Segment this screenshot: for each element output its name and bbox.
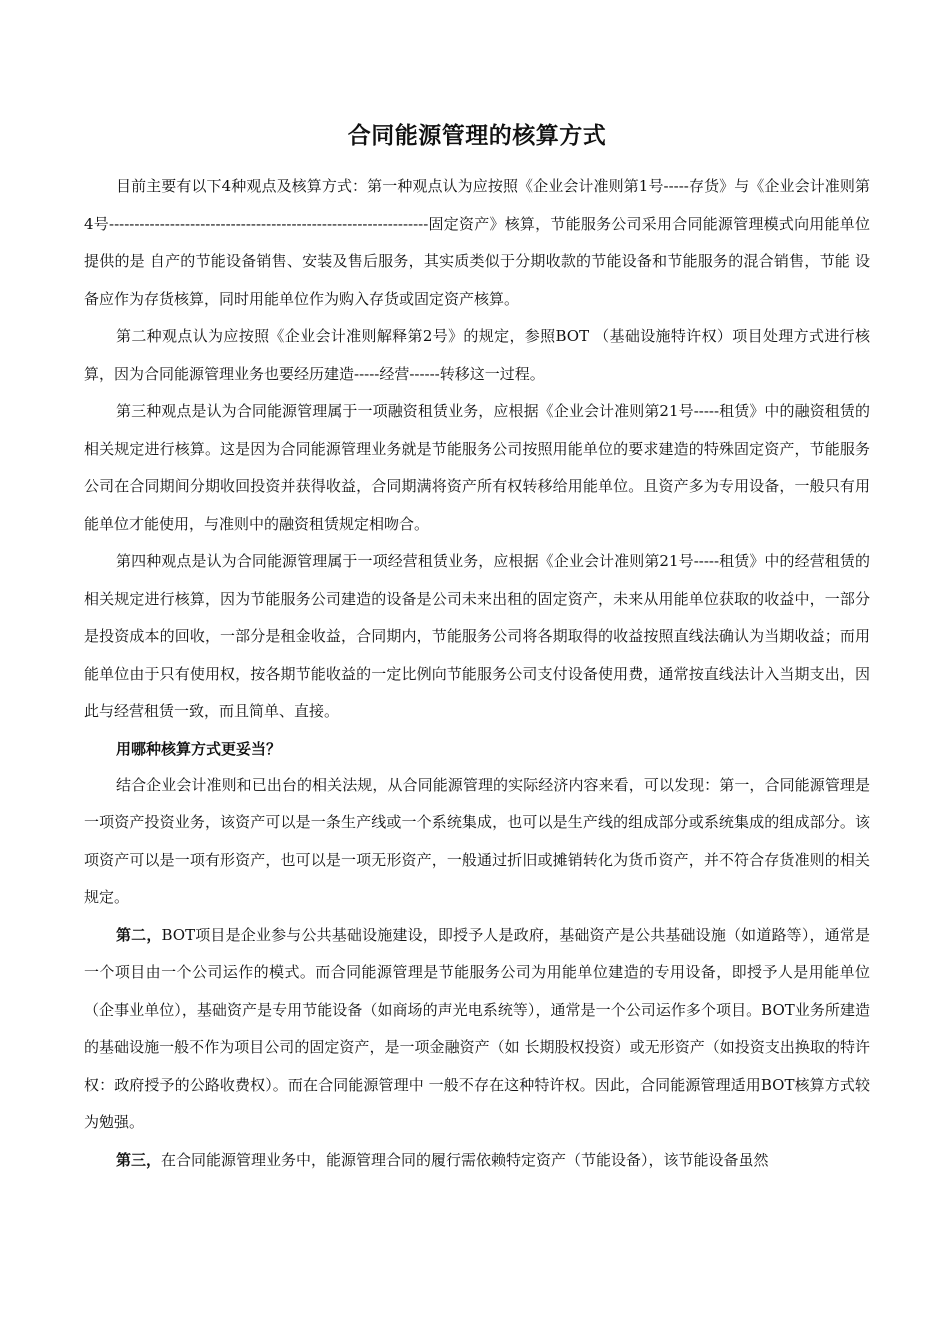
paragraph-viewpoint-3 <box>84 393 870 543</box>
section-subheading: 用哪种核算方式更妥当？ <box>116 739 282 758</box>
paragraph-viewpoint-1 <box>84 168 870 318</box>
paragraph-analysis-3 <box>84 1142 870 1180</box>
paragraph-text: 目前主要有以下4种观点及核算方式：第一种观点认为应按照《企业会计准则第1号-----存货》与《企业会计准则第4号---------------------------------------------------------------固定资产》核算，节能服务公司采用合同能源管理模式向用能单位提供的是 自产的节能设备销售、安装及售后服务，其实质类似于分期收款的节能设备和节能服务的混合销售，节能 设备应作为存货核算，同时用能单位作为购入存货或固定资产核算。 <box>84 177 870 308</box>
paragraph-text: BOT项目是企业参与公共基础设施建设，即授予人是政府，基础资产是公共基础设施（如道路等），通常是一个项目由一个公司运作的模式。而合同能源管理是节能服务公司为用能单位建造的专用设备，即授予人是用能单位（企事业单位），基础资产是专用节能设备（如商场的声光电系统等），通常是一个公司运作多个项目。BOT业务所建造的基础设施一般不作为项目公司的固定资产，是一项金融资产（如 长期股权投资）或无形资产（如投资支出换取的特许权：政府授予的公路收费权）。而在合同能源管理中 一般不存在这种特许权。因此，合同能源管理适用BOT核算方式较为勉强。 <box>84 925 870 1131</box>
paragraph-analysis-2 <box>84 917 870 1142</box>
paragraph-lead: 第三， <box>116 1150 162 1169</box>
paragraph-text: 在合同能源管理业务中，能源管理合同的履行需依赖特定资产（节能设备），该节能设备虽然 <box>161 1150 769 1169</box>
paragraph-viewpoint-2 <box>84 318 870 393</box>
paragraph-analysis-1 <box>84 767 870 917</box>
paragraph-viewpoint-4 <box>84 543 870 731</box>
paragraph-lead: 第二， <box>116 925 162 944</box>
document-title: 合同能源管理的核算方式 <box>347 123 607 149</box>
paragraph-text: 第二种观点认为应按照《企业会计准则解释第2号》的规定，参照BOT （基础设施特许权）项目处理方式进行核算，因为合同能源管理业务也要经历建造-----经营------转移这一过程。 <box>84 327 870 383</box>
document-page <box>84 118 870 1179</box>
paragraph-text: 结合企业会计准则和已出台的相关法规，从合同能源管理的实际经济内容来看，可以发现：第一，合同能源管理是一项资产投资业务，该资产可以是一条生产线或一个系统集成，也可以是生产线的组成部分或系统集成的组成部分。该项资产可以是一项有形资产，也可以是一项无形资产，一般通过折旧或摊销转化为货币资产，并不符合存货准则的相关规定。 <box>84 775 870 906</box>
paragraph-text: 第三种观点是认为合同能源管理属于一项融资租赁业务，应根据《企业会计准则第21号-----租赁》中的融资租赁的相关规定进行核算。这是因为合同能源管理业务就是节能服务公司按照用能单位的要求建造的特殊固定资产，节能服务公司在合同期间分期收回投资并获得收益，合同期满将资产所有权转移给用能单位。且资产多为专用设备，一般只有用能单位才能使用，与准则中的融资租赁规定相吻合。 <box>84 402 870 533</box>
paragraph-text: 第四种观点是认为合同能源管理属于一项经营租赁业务，应根据《企业会计准则第21号-----租赁》中的经营租赁的相关规定进行核算，因为节能服务公司建造的设备是公司未来出租的固定资产，未来从用能单位获取的收益中，一部分是投资成本的回收，一部分是租金收益，合同期内，节能服务公司将各期取得的收益按照直线法确认为当期收益；而用能单位由于只有使用权，按各期节能收益的一定比例向节能服务公司支付设备使用费，通常按直线法计入当期支出，因此与经营租赁一致，而且简单、直接。 <box>84 552 870 720</box>
